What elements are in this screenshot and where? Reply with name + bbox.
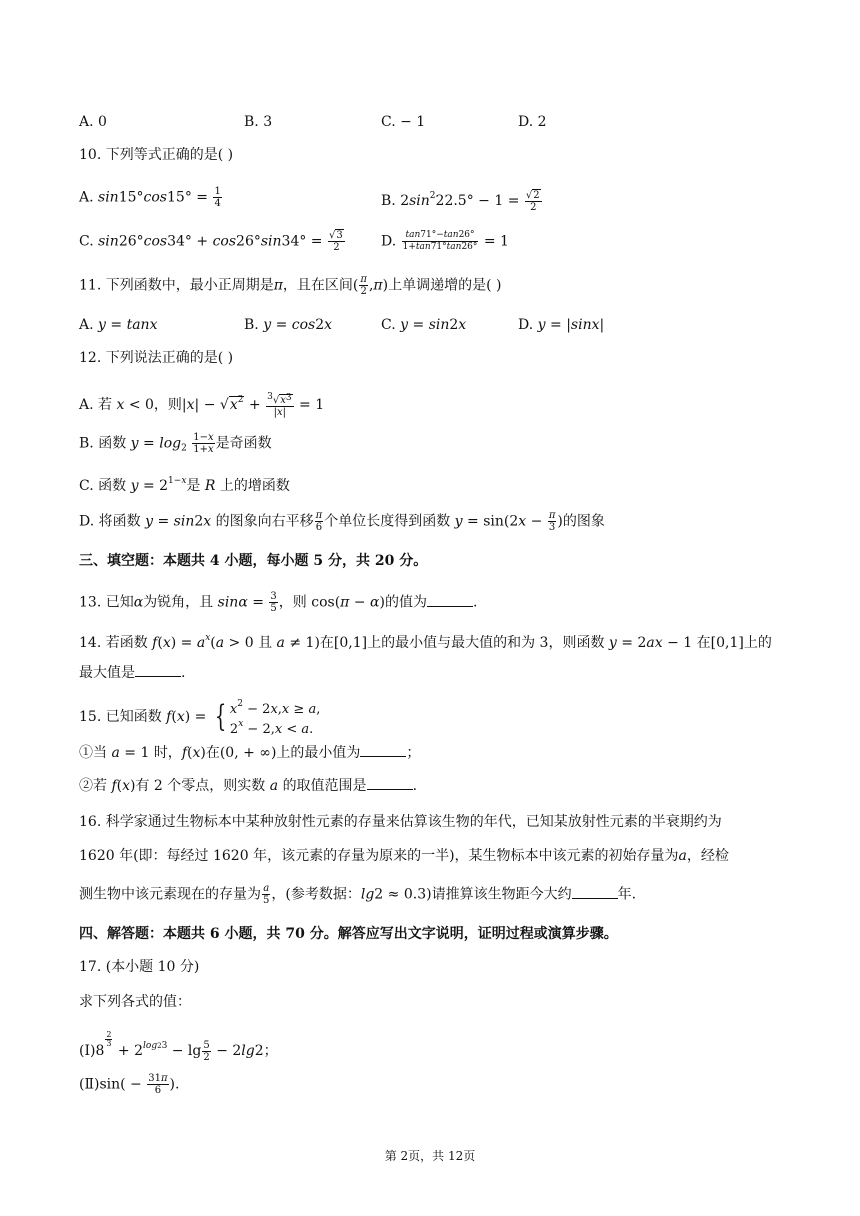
q12-option-d: D. 将函数 y = sin2x 的图象向右平移 $\frac{\pi}{6}$ 个单位长度得到函数 y = sin(2x − $\frac{\pi}{3}$ )的图象	[79, 510, 605, 533]
q16-line-1: 16. 科学家通过生物标本中某种放射性元素的存量来估算该生物的年代，已知某放射性元素的半衰期约为	[79, 814, 722, 830]
q10-option-c: C. sin26°cos34° + cos26°sin34° = $\frac{√3}{2}$	[79, 230, 343, 253]
q17-part-1: (Ⅰ)8 $\frac{2}{3}$ + $2^{log23} - \lg$ $\frac{5}{2}$ − 2lg2；	[79, 1030, 278, 1063]
q16-line-2: 1620 年(即：每经过 1620 年，该元素的存量为原来的一半)，某生物标本中该元素的初始存量为a，经检	[79, 848, 729, 864]
page-footer: 第 2页，共 12页	[384, 1149, 476, 1163]
q9-option-d: D. 2	[518, 114, 547, 130]
q16-line-3: 测生物中该元素现在的存量为 $\frac{a}{5}$ ，(参考数据：lg2 ≈ 0.3)请推算该生物距今大约 年.	[79, 883, 637, 906]
q10-option-b: B. $2\sin^222.5^\circ - 1$ = $\frac{√2}{2}$	[381, 189, 540, 213]
q9-option-c: C. − 1	[381, 114, 426, 130]
section-3-heading: 三、填空题：本题共 4 小题，每小题 5 分，共 20 分。	[79, 553, 428, 569]
q11-stem: 11. 下列函数中，最小正周期是π，且在区间( $\frac{\pi}{2}$ ,π)上单调递增的是( )	[79, 274, 502, 297]
q10-option-d: D. $\frac{\tan 71^\circ-\tan 26^\circ}{1+\tan 71^\circ\tan 26^\circ}$ = 1	[381, 230, 509, 252]
q17-prompt: 求下列各式的值：	[79, 994, 191, 1010]
q11-option-c: C. y = sin2x	[381, 317, 467, 333]
q9-option-b: B. 3	[244, 114, 273, 130]
q11-option-b: B. y = cos2x	[244, 317, 333, 333]
q11-option-d: D. y = |sinx|	[518, 317, 605, 333]
q14-line-1: 14. 若函数 $f(x) = a^x(a > 0$ 且 a ≠ 1)在[0,1]上的最小值与最大值的和为 3，则函数 y = 2ax − 1 在[0,1]上的	[79, 633, 772, 651]
q17-part-2: (Ⅱ)sin( − $\frac{31\pi}{6}$ ).	[79, 1073, 180, 1096]
q15-part-2: ②若 f(x)有 2 个零点，则实数 a 的取值范围是 .	[79, 778, 418, 794]
q9-option-a: A. 0	[79, 114, 107, 130]
q10-option-a: A. sin15°cos15° = $\frac{1}{4}$	[79, 186, 221, 209]
q12-option-b: B. 函数 $y = \log_2$ $\frac{1-x}{1+x}$ 是奇函数	[79, 432, 272, 455]
section-4-heading: 四、解答题：本题共 6 小题，共 70 分。解答应写出文字说明，证明过程或演算步骤。	[79, 926, 618, 942]
q13: 13. 已知α为锐角，且 sinα = $\frac{3}{5}$ ，则 cos(π − α)的值为 .	[79, 591, 478, 614]
q12-stem: 12. 下列说法正确的是( )	[79, 350, 234, 366]
q11-option-a: A. y = tanx	[79, 317, 158, 333]
q12-option-c: C. 函数 $y = 2^{1-x}$是 R 上的增函数	[79, 476, 290, 494]
q10-stem: 10. 下列等式正确的是( )	[79, 147, 234, 163]
q14-line-2: 最大值是 .	[79, 665, 186, 681]
q15-part-1: ①当 a = 1 时，f(x)在(0, + ∞)上的最小值为 ；	[79, 745, 421, 761]
q17-title: 17. (本小题 10 分)	[79, 959, 200, 975]
q15-definition: 15. 已知函数 f(x) = { $x^2 - 2x,x \ge a$, $2^x - 2,x < a$.	[79, 699, 321, 737]
q12-option-a: A. 若 x < 0，则$|x| - √x^2$ + $\frac{3√x3}{|x|}$ = 1	[79, 392, 325, 418]
